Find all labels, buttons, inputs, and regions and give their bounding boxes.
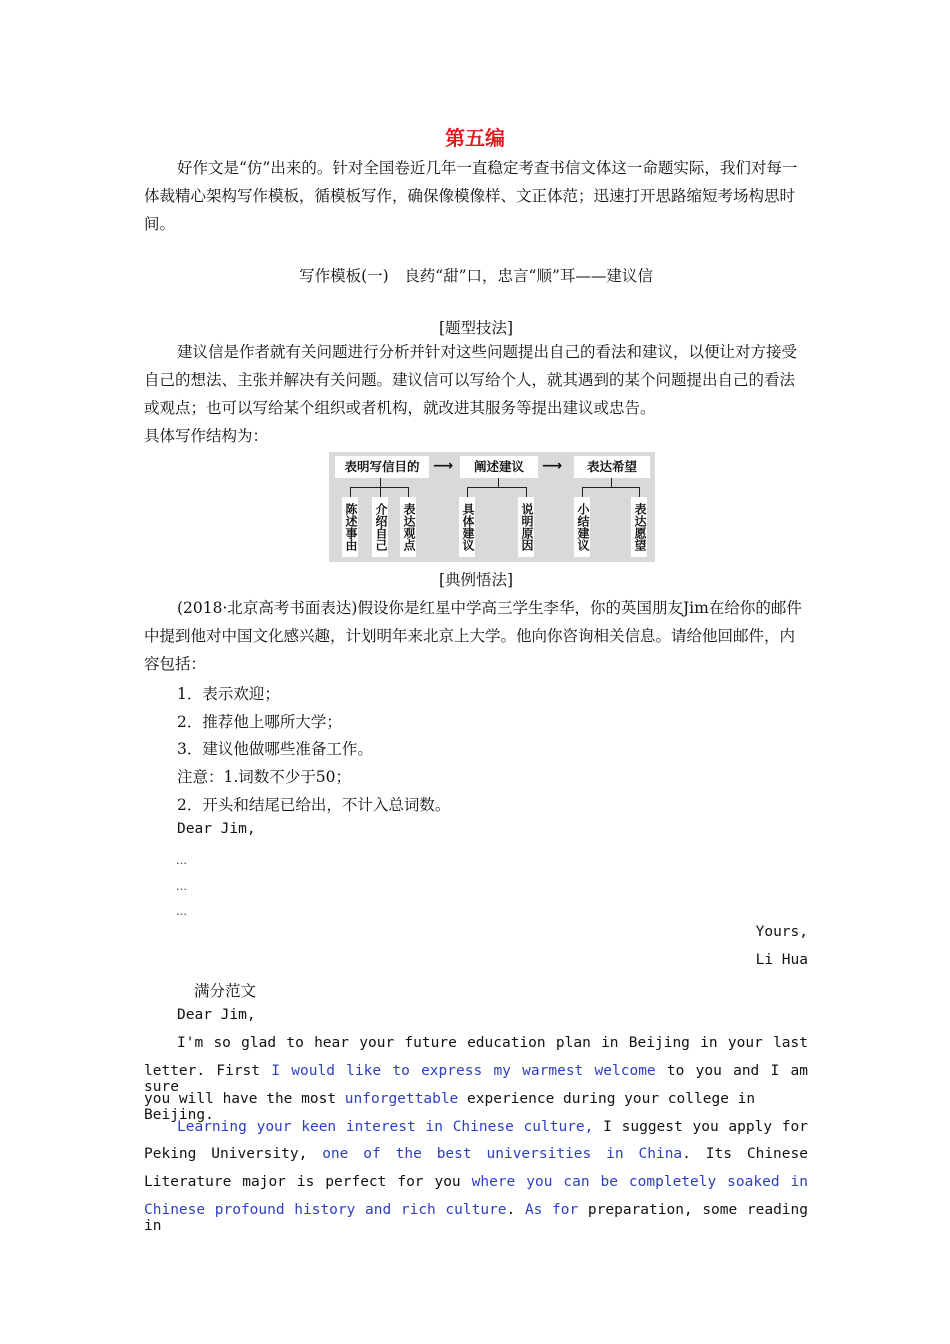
diagram-connector [639,487,640,497]
diagram-connector [611,478,612,487]
diagram-sub-box: 表达观点 [400,497,416,557]
diagram-connector [408,487,409,497]
method-paragraph: 建议信是作者就有关问题进行分析并针对这些问题提出自己的看法和建议，以便让对方接受自己的想法、主张并解决有关问题。建议信可以写给个人，就其遇到的某个问题提出自己的看法或观点；也可以写给某个组织或者机构，就改进其服务等提出建议或忠告。 [144,343,798,417]
diagram-sub-box: 介绍自己 [372,497,388,557]
essay-line: Learning your keen interest in Chinese culture, I suggest you apply for [177,1119,808,1135]
diagram-sub-box: 具体建议 [459,497,475,557]
task-item: 2．推荐他上哪所大学； [177,713,342,731]
ellipsis: … [176,854,187,867]
diagram-connector [467,487,527,488]
diagram-connector [582,487,640,488]
section-heading-example: [典例悟法] [438,571,514,589]
diagram-sub-box: 表达愿望 [631,497,647,557]
diagram-connector [380,478,381,487]
model-label: 满分范文 [194,982,257,1000]
task-item: 3．建议他做哪些准备工作。 [177,740,373,758]
letter-signature: Li Hua [755,952,808,968]
diagram-connector [526,487,527,497]
arrow-icon: ⟶ [433,458,454,474]
template-title: 写作模板(一) 良药“甜”口，忠言“顺”耳——建议信 [299,267,653,285]
letter-closing: Yours, [755,924,808,940]
diagram-sub-box: 说明原因 [518,497,534,557]
intro-paragraph: 好作文是“仿”出来的。针对全国卷近几年一直稳定考查书信文体这一命题实际，我们对每一体裁精心架构写作模板，循模板写作，确保像模像样、文正体范；迅速打开思路缩短考场构思时间。 [144,159,798,233]
task-item: 1．表示欢迎； [177,685,280,703]
diagram-connector [498,478,499,487]
essay-line: Chinese profound history and rich culture. As for preparation, some reading in [144,1202,808,1234]
ellipsis: … [176,905,187,918]
model-greeting: Dear Jim, [177,1007,256,1023]
note-line: 2．开头和结尾已给出，不计入总词数。 [177,796,451,814]
diagram-sub-box: 陈述事由 [342,497,358,557]
page-title: 第五编 [445,126,505,150]
essay-line: letter. First I would like to express my warmest welcome to you and I am sure [144,1063,808,1095]
task-paragraph: (2018·北京高考书面表达)假设你是红星中学高三学生李华，你的英国朋友Jim在给你的邮件中提到他对中国文化感兴趣，计划明年来北京上大学。他向你咨询相关信息。请给他回邮件，内容包括： [144,599,802,673]
diagram-sub-box: 小结建议 [574,497,590,557]
essay-line: Peking University, one of the best universities in China. Its Chinese [144,1146,808,1162]
diagram-connector [380,487,381,497]
ellipsis: … [176,880,187,893]
section-heading-method: [题型技法] [438,319,514,337]
essay-line: Literature major is perfect for you where you can be completely soaked in [144,1174,808,1190]
diagram-connector [582,487,583,497]
letter-greeting: Dear Jim, [177,821,256,837]
essay-line: I'm so glad to hear your future education plan in Beijing in your last [177,1035,808,1051]
essay-line: you will have the most unforgettable experience during your college in Beijing. [144,1091,756,1123]
note-line: 注意：1.词数不少于50； [177,768,352,786]
diagram-connector [350,487,351,497]
diagram-box-hope: 表达希望 [574,456,650,478]
structure-label: 具体写作结构为： [144,427,269,445]
diagram-box-purpose: 表明写信目的 [335,456,429,478]
diagram-connector [467,487,468,497]
arrow-icon: ⟶ [542,458,563,474]
diagram-box-suggestion: 阐述建议 [460,456,538,478]
